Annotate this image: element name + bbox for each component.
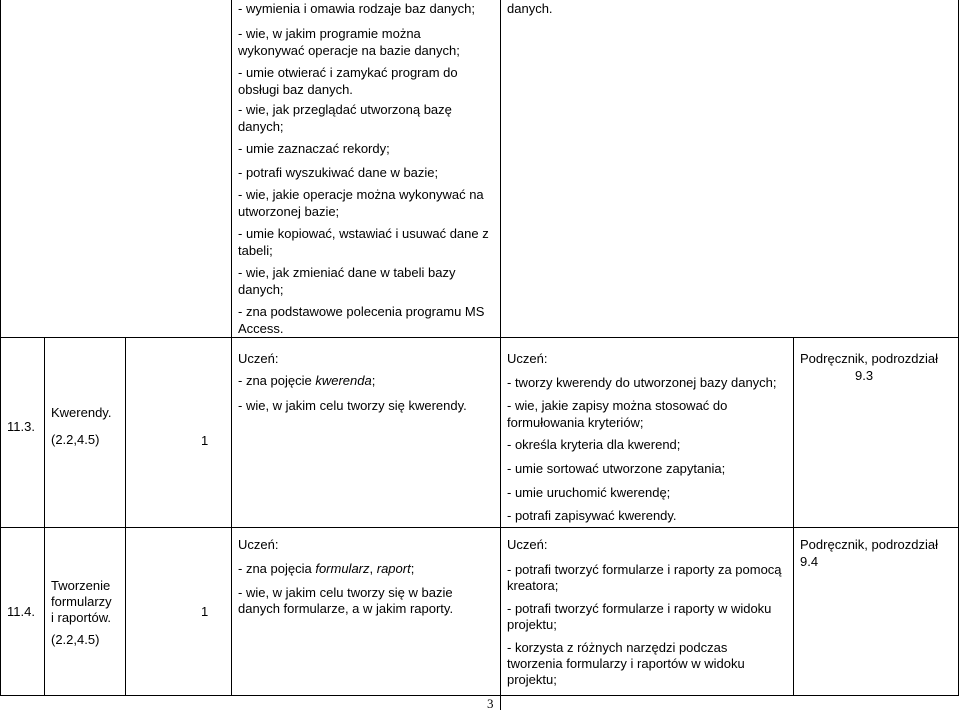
extended-requirement: - umie sortować utworzone zapytania; (507, 461, 726, 476)
lesson-topic: i raportów. (51, 610, 111, 625)
extended-requirements-header: Uczeń: (507, 351, 548, 366)
column-divider-5 (793, 337, 794, 695)
text-line: danych; (238, 282, 284, 297)
text-line: - zna podstawowe polecenia programu MS (238, 304, 485, 319)
extended-requirement: projektu; (507, 617, 557, 632)
text-line: - wie, jak przeglądać utworzoną bazę (238, 102, 452, 117)
extended-requirements-header: Uczeń: (507, 537, 548, 552)
page-number: 3 (487, 696, 494, 711)
extended-requirement: - określa kryteria dla kwerend; (507, 437, 681, 452)
resource-section: 9.3 (855, 368, 874, 383)
extended-requirement: - potrafi zapisywać kwerendy. (507, 508, 677, 523)
column-divider-4 (500, 0, 501, 710)
table-border-bottom (0, 695, 959, 696)
basic-requirement: danych formularze, a w jakim raporty. (238, 601, 454, 616)
table-border-left (0, 0, 1, 695)
text-line: - wie, jakie operacje można wykonywać na (238, 187, 484, 202)
lesson-topic: formularzy (51, 594, 112, 609)
basic-requirement: - wie, w jakim celu tworzy się kwerendy. (238, 398, 467, 413)
text-line: utworzonej bazie; (238, 204, 340, 219)
text-line: - wymienia i omawia rodzaje baz danych; (238, 1, 475, 16)
extended-requirement: - korzysta z różnych narzędzi podczas (507, 640, 728, 655)
extended-requirement: projektu; (507, 672, 557, 687)
text-line: Access. (238, 321, 284, 336)
lesson-hours: 1 (201, 604, 209, 619)
text-line: wykonywać operacje na bazie danych; (238, 43, 460, 58)
extended-requirement: formułowania kryteriów; (507, 415, 644, 430)
text-line: - wie, w jakim programie można (238, 26, 421, 41)
column-divider-2 (125, 337, 126, 695)
table-border-right (958, 0, 959, 695)
text-line: - potrafi wyszukiwać dane w bazie; (238, 165, 439, 180)
extended-requirement: - umie uruchomić kwerendę; (507, 485, 671, 500)
lesson-number: 11.4. (7, 604, 35, 619)
text-line: - umie otwierać i zamykać program do (238, 65, 458, 80)
basic-requirements-header: Uczeń: (238, 537, 279, 552)
row-top-col4-text: danych. (507, 1, 553, 16)
text-line: danych; (238, 119, 284, 134)
lesson-topic: Tworzenie (51, 578, 111, 593)
extended-requirement: - tworzy kwerendy do utworzonej bazy danych; (507, 375, 777, 390)
extended-requirement: tworzenia formularzy i raportów w widoku (507, 656, 745, 671)
lesson-topic-code: (2.2,4.5) (51, 432, 100, 447)
lesson-topic: Kwerendy. (51, 405, 112, 420)
text-line: - umie kopiować, wstawiać i usuwać dane z (238, 226, 489, 241)
extended-requirement: kreatora; (507, 578, 559, 593)
basic-requirements-header: Uczeń: (238, 351, 279, 366)
lesson-topic-code: (2.2,4.5) (51, 632, 100, 647)
text-line: - wie, jak zmieniać dane w tabeli bazy (238, 265, 456, 280)
resource-section: 9.4 (800, 554, 819, 569)
lesson-hours: 1 (201, 433, 209, 448)
resource-reference: Podręcznik, podrozdział (800, 351, 939, 366)
lesson-number: 11.3. (7, 419, 35, 434)
text-line: tabeli; (238, 243, 273, 258)
column-divider-3 (231, 0, 232, 695)
basic-requirement: - zna pojęcia formularz, raport; (238, 561, 415, 576)
resource-reference: Podręcznik, podrozdział (800, 537, 939, 552)
basic-requirement: - wie, w jakim celu tworzy się w bazie (238, 585, 453, 600)
row-divider-1 (0, 337, 959, 338)
text-line: obsługi baz danych. (238, 82, 353, 97)
row-divider-2 (0, 527, 959, 528)
extended-requirement: - potrafi tworzyć formularze i raporty za pomocą (507, 562, 782, 577)
text-line: - umie zaznaczać rekordy; (238, 141, 390, 156)
column-divider-1 (44, 337, 45, 695)
extended-requirement: - potrafi tworzyć formularze i raporty w widoku (507, 601, 772, 616)
basic-requirement: - zna pojęcie kwerenda; (238, 373, 376, 388)
extended-requirement: - wie, jakie zapisy można stosować do (507, 398, 728, 413)
